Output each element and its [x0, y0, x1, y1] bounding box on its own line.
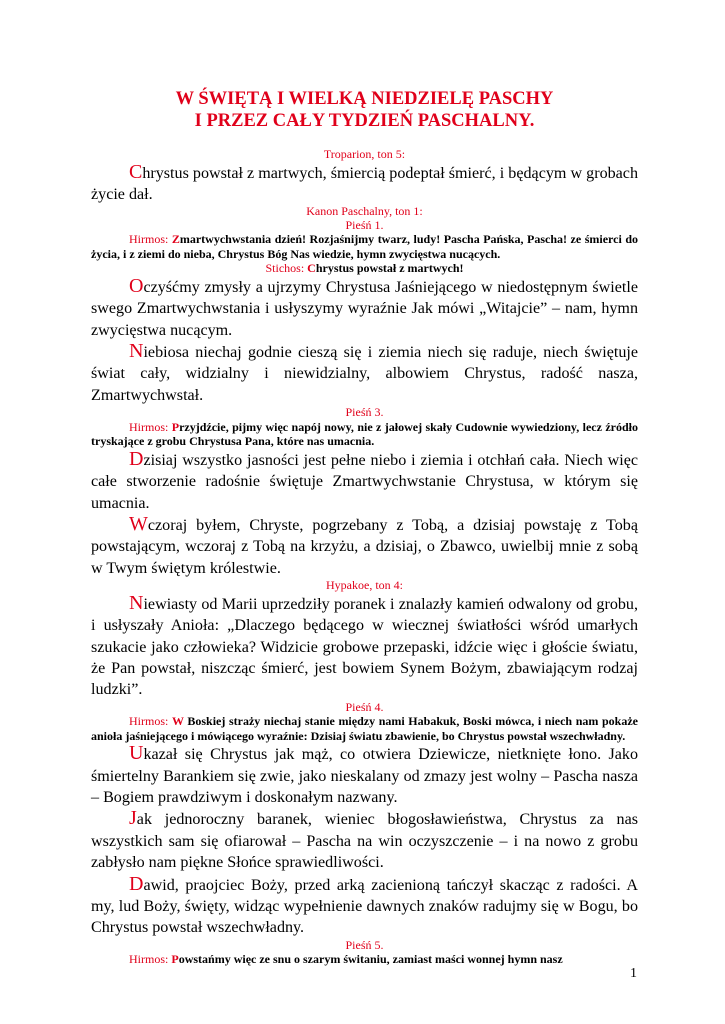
piesn-5-label: Pieśń 5. — [345, 937, 384, 952]
stichos-label: Stichos: — [265, 261, 308, 276]
title-line-1: W ŚWIĘTĄ I WIELKĄ NIEDZIELĘ PASCHY — [175, 89, 554, 109]
drop-initial: C — [129, 160, 143, 183]
drop-initial: N — [129, 591, 144, 614]
drop-initial: D — [129, 447, 144, 470]
drop-initial: N — [129, 340, 144, 363]
piesn-4-troparion-3: Dawid, praojciec Boży, przed arką zacienioną tańczył skacząc z radości. A my, lud Boży, święty, widząc wypełnienie dawnych znaków radujmy się w Bogu, bo Chrystus powstał wszechwładny. — [91, 872, 638, 937]
hirmos-label: Hirmos: — [129, 952, 172, 967]
piesn-4-hirmos: Hirmos: W Boskiej straży niechaj stanie między nami Habakuk, Boski mówca, i niech nam pokaże anioła jaśniejącego i mówiącego wyraźnie: Dzisiaj światu zbawienie, bo Chrystus powstał wszechwładny. — [91, 714, 638, 743]
drop-initial: O — [129, 274, 144, 297]
piesn-3-hirmos: Hirmos: Przyjdźcie, pijmy więc napój nowy, nie z jałowej skały Cudownie wywiedziony, lecz źródło tryskające z grobu Chrystusa Pana, które nas umacnia. — [91, 419, 638, 449]
page-title — [91, 88, 638, 132]
hypakoe-text: Niewiasty od Marii uprzedziły poranek i znalazły kamień odwalony od grobu, i usłyszały Anioła: „Dlaczego będącego w wiecznej światłości wśród umarłych szukacie jako człowieka? Widzicie grobowe przepaski, idźcie więc i głoście światu, że Pan powstał, niszcząc śmierć, jest bowiem Synem Bożym, zbawiającym rodzaj ludzki”. — [91, 591, 638, 699]
hirmos-label: Hirmos: — [129, 419, 172, 434]
hirmos-label: Hirmos: — [129, 714, 172, 729]
drop-initial: U — [129, 742, 144, 765]
piesn-4-troparion-2: Jak jednoroczny baranek, wieniec błogosławieństwa, Chrystus za nas wszystkich sam się ofiarował – Pascha na win oczyszczenie – i na nowo z grobu zabłysło nam piękne Słońce sprawiedliwości. — [91, 807, 638, 872]
drop-initial: D — [129, 872, 144, 895]
hirmos-label: Hirmos: — [129, 232, 172, 247]
piesn-1-stichos: Stichos: Chrystus powstał z martwych! — [265, 261, 464, 276]
piesn-3-troparion-2: Wczoraj byłem, Chryste, pogrzebany z Tobą, a dzisiaj powstaję z Tobą powstającym, wczoraj z Tobą na krzyżu, a dzisiaj, o Zbawco, uwielbij mnie z sobą w Twym świętym królestwie. — [91, 512, 638, 577]
piesn-3-troparion-1: Dzisiaj wszystko jasności jest pełne niebo i ziemia i otchłań cała. Niech więc całe stworzenie radośnie świętuje Zmartwychwstanie Chrystusa, w którym się umacnia. — [91, 447, 638, 512]
piesn-1-troparion-1: Oczyśćmy zmysły a ujrzymy Chrystusa Jaśniejącego w niedostępnym świetle swego Zmartwychwstania i usłyszymy wyraźnie Jak mówi „Witajcie” – nam, hymn zwycięstwa nucącym. — [91, 274, 638, 339]
piesn-1-label: Pieśń 1. — [345, 217, 384, 232]
piesn-4-label: Pieśń 4. — [345, 699, 384, 714]
stichos-initial: C — [307, 261, 316, 276]
hirmos-initial: Z — [171, 232, 180, 247]
page-number: 1 — [630, 966, 637, 981]
hirmos-initial: P — [171, 419, 180, 434]
troparion-label: Troparion, ton 5: — [323, 147, 406, 161]
troparion-text: Chrystus powstał z martwych, śmiercią podeptał śmierć, i będącym w grobach życie dał. — [91, 160, 638, 203]
piesn-3-label: Pieśń 3. — [345, 405, 384, 420]
piesn-1-troparion-2: Niebiosa niechaj godnie cieszą się i ziemia niech się raduje, niech świętuje świat cały, widzialny i niewidzialny, albowiem Chrystus, radość nasza, Zmartwychwstał. — [91, 340, 638, 404]
drop-initial: J — [129, 807, 137, 830]
hypakoe-label: Hypakoe, ton 4: — [326, 578, 403, 593]
title-line-2: I PRZEZ CAŁY TYDZIEŃ PASCHALNY. — [194, 111, 535, 131]
document-content — [91, 88, 638, 967]
piesn-4-troparion-1: Ukazał się Chrystus jak mąż, co otwiera Dziewicze, nietknięte łono. Jako śmiertelny Barankiem się zwie, jako nieskalany od zmazy jest wolny – Pascha nasza – Bogiem prawdziwym i doskonałym nazwany. — [91, 742, 638, 807]
drop-initial: W — [129, 512, 148, 535]
piesn-1-hirmos: Hirmos: Zmartwychwstania dzień! Rozjaśnijmy twarz, ludy! Pascha Pańska, Pascha! ze śmierci do życia, i z ziemi do nieba, Chrystus Bóg Nas wiedzie, hymn zwycięstwa nucących. — [91, 232, 638, 261]
piesn-5-hirmos: Hirmos: Powstańmy więc ze snu o szarym świtaniu, zamiast maści wonnej hymn nasz — [129, 952, 563, 967]
hirmos-initial: P — [171, 952, 179, 967]
hirmos-initial: W — [171, 714, 184, 729]
kanon-label: Kanon Paschalny, ton 1: — [306, 204, 423, 219]
